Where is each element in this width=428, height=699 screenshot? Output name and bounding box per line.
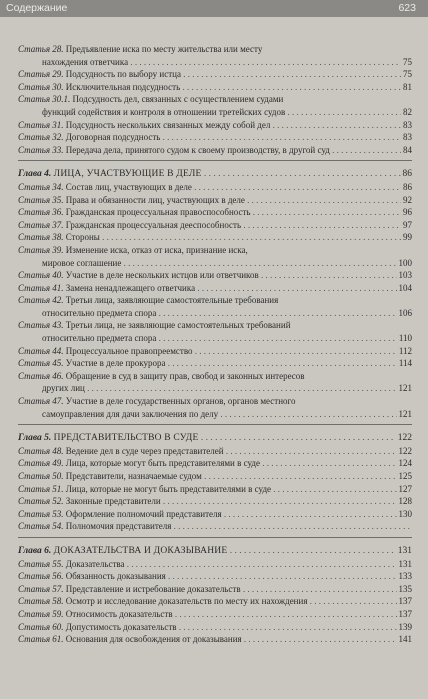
entry-title: Гражданская процессуальная дееспособность (65, 219, 242, 230)
entry-title: Третьи лица, заявляющие самостоятельные требования (65, 295, 279, 306)
chapter-title: ЛИЦА, УЧАСТВУЮЩИЕ В ДЕЛЕ (53, 169, 202, 180)
entry-title: Договорная подсудность (65, 132, 161, 143)
chapter-title: ПРЕДСТАВИТЕЛЬСТВО В СУДЕ (53, 433, 199, 444)
toc-entry (18, 370, 412, 383)
entry-page-number: 110 (398, 333, 412, 344)
article-label: Статья 37. (18, 219, 64, 230)
chapter-title: ДОКАЗАТЕЛЬСТВА И ДОКАЗЫВАНИЕ (53, 545, 228, 556)
entry-title: Представление и истребование доказательств (65, 583, 241, 594)
toc-entry-text (18, 521, 412, 531)
toc-entry-text (42, 409, 412, 419)
toc-entry-text (18, 596, 412, 606)
entry-title: Права и обязанности лиц, участвующих в деле (65, 194, 245, 205)
chapter-separator (18, 537, 412, 545)
entry-page-number: 114 (398, 358, 412, 369)
entry-title: других лиц (42, 383, 85, 394)
entry-page-number: 97 (403, 219, 412, 230)
toc-entry-text (18, 270, 412, 280)
article-label: Статья 58. (18, 596, 64, 607)
chapter-page-number: 131 (397, 545, 412, 556)
entry-title: Ведение дел в суде через представителей (65, 445, 224, 456)
toc-entry-text (18, 396, 295, 406)
entry-title: Участие в деле нескольких истцов или ответчиков (65, 270, 259, 281)
toc-entry-text (18, 471, 412, 481)
toc-entry (18, 457, 412, 470)
toc-entry-text (18, 182, 412, 192)
entry-page-number: 83 (403, 119, 412, 130)
toc-entry-text (18, 94, 283, 104)
chapter-heading (18, 545, 412, 558)
article-label: Статья 40. (18, 270, 64, 281)
entry-title: Оформление полномочий представителя (65, 508, 222, 519)
entry-page-number: 125 (398, 471, 412, 481)
toc-entry-text (18, 609, 412, 619)
toc-entry (18, 194, 412, 207)
entry-title: Третьи лица, не заявляющие самостоятельных требований (65, 320, 291, 331)
toc-entry-text (18, 584, 412, 594)
toc-entry-text (18, 346, 412, 356)
toc-entry-text (18, 496, 412, 506)
toc-entry-text (42, 308, 412, 318)
article-label: Статья 49. (18, 458, 64, 469)
toc-entry (18, 93, 412, 106)
toc-entry-text (18, 195, 412, 205)
entry-page-number: 141 (398, 634, 412, 645)
toc-entry-text (18, 358, 412, 368)
toc-entry (18, 231, 412, 244)
toc-entry (18, 633, 412, 646)
article-label: Статья 61. (18, 634, 64, 645)
article-label: Статья 28. (18, 44, 64, 54)
chapter-heading (18, 432, 412, 445)
entry-title: Обращение в суд в защиту прав, свобод и законных интересов (65, 370, 305, 381)
entry-title: относительно предмета спора (42, 333, 157, 344)
entry-page-number: 75 (403, 56, 412, 67)
article-label: Статья 60. (18, 621, 64, 632)
toc-entry-text (42, 383, 400, 393)
toc-entry (18, 520, 412, 533)
article-label: Статья 31. (18, 119, 64, 130)
entry-title: Доказательства (65, 558, 125, 569)
entry-page-number: 131 (398, 558, 412, 569)
toc-entry (18, 608, 412, 621)
entry-page-number: 139 (398, 621, 412, 632)
entry-page-number: 133 (398, 571, 412, 582)
article-label: Статья 55. (18, 558, 64, 569)
toc-entry-text (18, 571, 412, 581)
article-label: Статья 52. (18, 496, 64, 507)
toc-entry (18, 495, 412, 508)
article-label: Статья 57. (18, 583, 64, 594)
chapter-label: Глава 5. (18, 433, 54, 444)
toc-entry (18, 119, 412, 132)
toc-entry (18, 244, 412, 257)
toc-entry (18, 181, 412, 194)
entry-title: мировое соглашение (42, 257, 122, 268)
toc-entry (18, 570, 412, 583)
toc-entry-text (18, 245, 248, 255)
chapter-separator (18, 160, 412, 168)
entry-title: относительно предмета спора (42, 307, 157, 318)
article-label: Статья 44. (18, 345, 64, 356)
entry-title: Подсудность дел, связанных с осуществлением судами (72, 94, 284, 105)
toc-entry (18, 470, 412, 483)
page-number: 623 (398, 2, 416, 14)
toc-entry-text (18, 295, 278, 305)
article-label: Статья 41. (18, 282, 64, 293)
entry-title: нахождения ответчика (42, 56, 129, 67)
article-label: Статья 34. (18, 181, 64, 192)
toc-entry (18, 319, 412, 332)
chapter-label: Глава 4. (18, 169, 54, 180)
entry-title: Полномочия представителя (65, 521, 172, 532)
toc-entry-text (18, 371, 305, 381)
entry-page-number: 122 (398, 445, 412, 456)
article-label: Статья 56. (18, 571, 64, 582)
toc-entry (18, 43, 412, 56)
article-label: Статья 46. (18, 370, 64, 381)
toc-entry (18, 583, 412, 596)
entry-page-number: 83 (403, 132, 412, 143)
toc-entry-continuation (18, 106, 412, 119)
toc-entry (18, 269, 412, 282)
toc-entry (18, 206, 412, 219)
entry-title: Стороны (65, 232, 100, 243)
article-label: Статья 39. (18, 244, 64, 255)
entry-title: Передача дела, принятого судом к своему производству, в другой суд (65, 144, 330, 155)
entry-page-number: 99 (403, 232, 412, 243)
toc-entry (18, 558, 412, 571)
toc-entry-text (18, 634, 412, 644)
article-label: Статья 47. (18, 396, 64, 407)
entry-page-number: 128 (398, 496, 412, 507)
entry-page-number: 96 (403, 207, 412, 218)
entry-page-number: 103 (398, 270, 412, 281)
toc-entry (18, 345, 412, 358)
entry-title: Процессуальное правопреемство (65, 345, 193, 356)
toc-entry (18, 81, 412, 94)
toc-entry-text (18, 69, 412, 79)
toc-entry-text (18, 622, 412, 632)
toc-entry-text (18, 484, 412, 494)
entry-title: Подсудность по выбору истца (65, 69, 181, 80)
toc-entry-text (18, 82, 412, 92)
chapter-heading (18, 168, 412, 181)
toc-entry-continuation (18, 332, 412, 345)
entry-page-number: 121 (398, 383, 412, 394)
entry-page-number: 137 (398, 608, 412, 619)
chapter-heading-text (18, 433, 412, 443)
entry-title: Осмотр и исследование доказательств по месту их нахождения (65, 596, 308, 607)
toc-entry-continuation (18, 408, 412, 421)
toc-entry (18, 294, 412, 307)
toc-entry-text (42, 107, 412, 117)
entry-page-number: 100 (398, 257, 412, 268)
entry-title: Лица, которые могут быть представителями в суде (65, 458, 260, 469)
running-header-title: Содержание (6, 2, 68, 14)
entry-title: Исключительная подсудность (65, 81, 181, 92)
article-label: Статья 50. (18, 471, 64, 481)
entry-title: Предъявление иска по месту жительства или месту (65, 44, 263, 54)
toc-entry-text (18, 145, 412, 155)
article-label: Статья 51. (18, 483, 64, 494)
entry-title: Изменение иска, отказ от иска, признание иска, (65, 244, 248, 255)
article-label: Статья 48. (18, 445, 64, 456)
article-label: Статья 54. (18, 521, 64, 532)
toc-entry-continuation (18, 257, 412, 270)
entry-title: Подсудность нескольких связанных между собой дел (65, 119, 271, 130)
article-label: Статья 35. (18, 194, 64, 205)
chapter-page-number: 122 (397, 433, 412, 444)
article-label: Статья 30. (18, 81, 64, 92)
entry-page-number: 84 (403, 144, 412, 155)
toc-entry (18, 282, 412, 295)
toc-entry-text (18, 120, 412, 130)
toc-entry-text (42, 258, 412, 268)
toc-entry (18, 131, 412, 144)
toc-entry (18, 219, 412, 232)
toc-entry (18, 68, 412, 81)
toc-entry-text (18, 509, 412, 519)
toc-entry-text (18, 446, 412, 456)
article-label: Статья 38. (18, 232, 64, 243)
toc-entry (18, 445, 412, 458)
entry-title: самоуправления для дачи заключения по делу (42, 408, 219, 419)
toc-entry-text (18, 283, 412, 293)
entry-page-number: 112 (398, 345, 412, 356)
entry-page-number: 104 (398, 282, 412, 293)
toc-entry-text (42, 333, 412, 343)
article-label: Статья 32. (18, 132, 64, 143)
chapter-label: Глава 6. (18, 545, 54, 556)
entry-page-number: 82 (403, 106, 412, 117)
running-header (0, 0, 428, 17)
toc-entry-text (18, 458, 412, 468)
entry-page-number: 106 (398, 307, 412, 318)
chapter-separator (18, 424, 412, 432)
entry-page-number: 75 (403, 69, 412, 80)
entry-page-number: 127 (398, 483, 412, 494)
toc-entry-text (18, 232, 412, 242)
entry-title: функций содействия и контроля в отношении третейских судов (42, 106, 286, 117)
entry-title: Участие в деле государственных органов, органов местного (65, 396, 296, 407)
chapter-heading-text (18, 546, 412, 556)
entry-page-number: 137 (398, 596, 412, 607)
toc-entry-text (18, 207, 412, 217)
toc-entry (18, 621, 412, 634)
toc-entry-text (18, 220, 412, 230)
toc-entry (18, 395, 412, 408)
entry-page-number: 86 (403, 181, 412, 192)
entry-page-number: 124 (398, 458, 412, 469)
toc-entry-text (18, 320, 291, 330)
article-label: Статья 42. (18, 295, 64, 306)
entry-title: Относимость доказательств (65, 608, 173, 619)
toc-entry-continuation (18, 307, 412, 320)
toc-entry (18, 595, 412, 608)
toc-entry-continuation (18, 56, 412, 69)
toc-entry-text (42, 57, 412, 67)
entry-page-number: 81 (403, 81, 412, 92)
entry-title: Допустимость доказательств (65, 621, 177, 632)
toc-entry-continuation (18, 382, 412, 395)
entry-title: Лица, которые не могут быть представителями в суде (65, 483, 272, 494)
entry-page-number: 130 (398, 508, 412, 519)
entry-page-number: 135 (398, 583, 412, 594)
entry-title: Представители, назначаемые судом (65, 471, 202, 481)
entry-title: Законные представители (65, 496, 161, 507)
article-label: Статья 29. (18, 69, 64, 80)
toc-entry (18, 144, 412, 157)
toc-entry (18, 357, 412, 370)
toc-entry-text (18, 132, 412, 142)
entry-title: Участие в деле прокурора (65, 358, 166, 369)
article-label: Статья 30.1. (18, 94, 71, 105)
toc-entry-text (18, 559, 412, 569)
entry-title: Гражданская процессуальная правоспособность (65, 207, 251, 218)
chapter-page-number: 86 (402, 169, 412, 180)
chapter-heading-text (18, 169, 412, 179)
article-label: Статья 53. (18, 508, 64, 519)
article-label: Статья 36. (18, 207, 64, 218)
entry-title: Основания для освобождения от доказывания (65, 634, 242, 645)
toc-entry (18, 483, 412, 496)
article-label: Статья 33. (18, 144, 64, 155)
entry-title: Состав лиц, участвующих в деле (65, 181, 192, 192)
entry-page-number: 121 (398, 408, 412, 419)
entry-title: Замена ненадлежащего ответчика (65, 282, 196, 293)
entry-title: Обязанность доказывания (65, 571, 166, 582)
article-label: Статья 59. (18, 608, 64, 619)
toc-entry (18, 508, 412, 521)
toc-entry-text (18, 44, 262, 54)
article-label: Статья 43. (18, 320, 64, 331)
article-label: Статья 45. (18, 358, 64, 369)
entry-page-number: 92 (403, 194, 412, 205)
table-of-contents (18, 43, 412, 646)
